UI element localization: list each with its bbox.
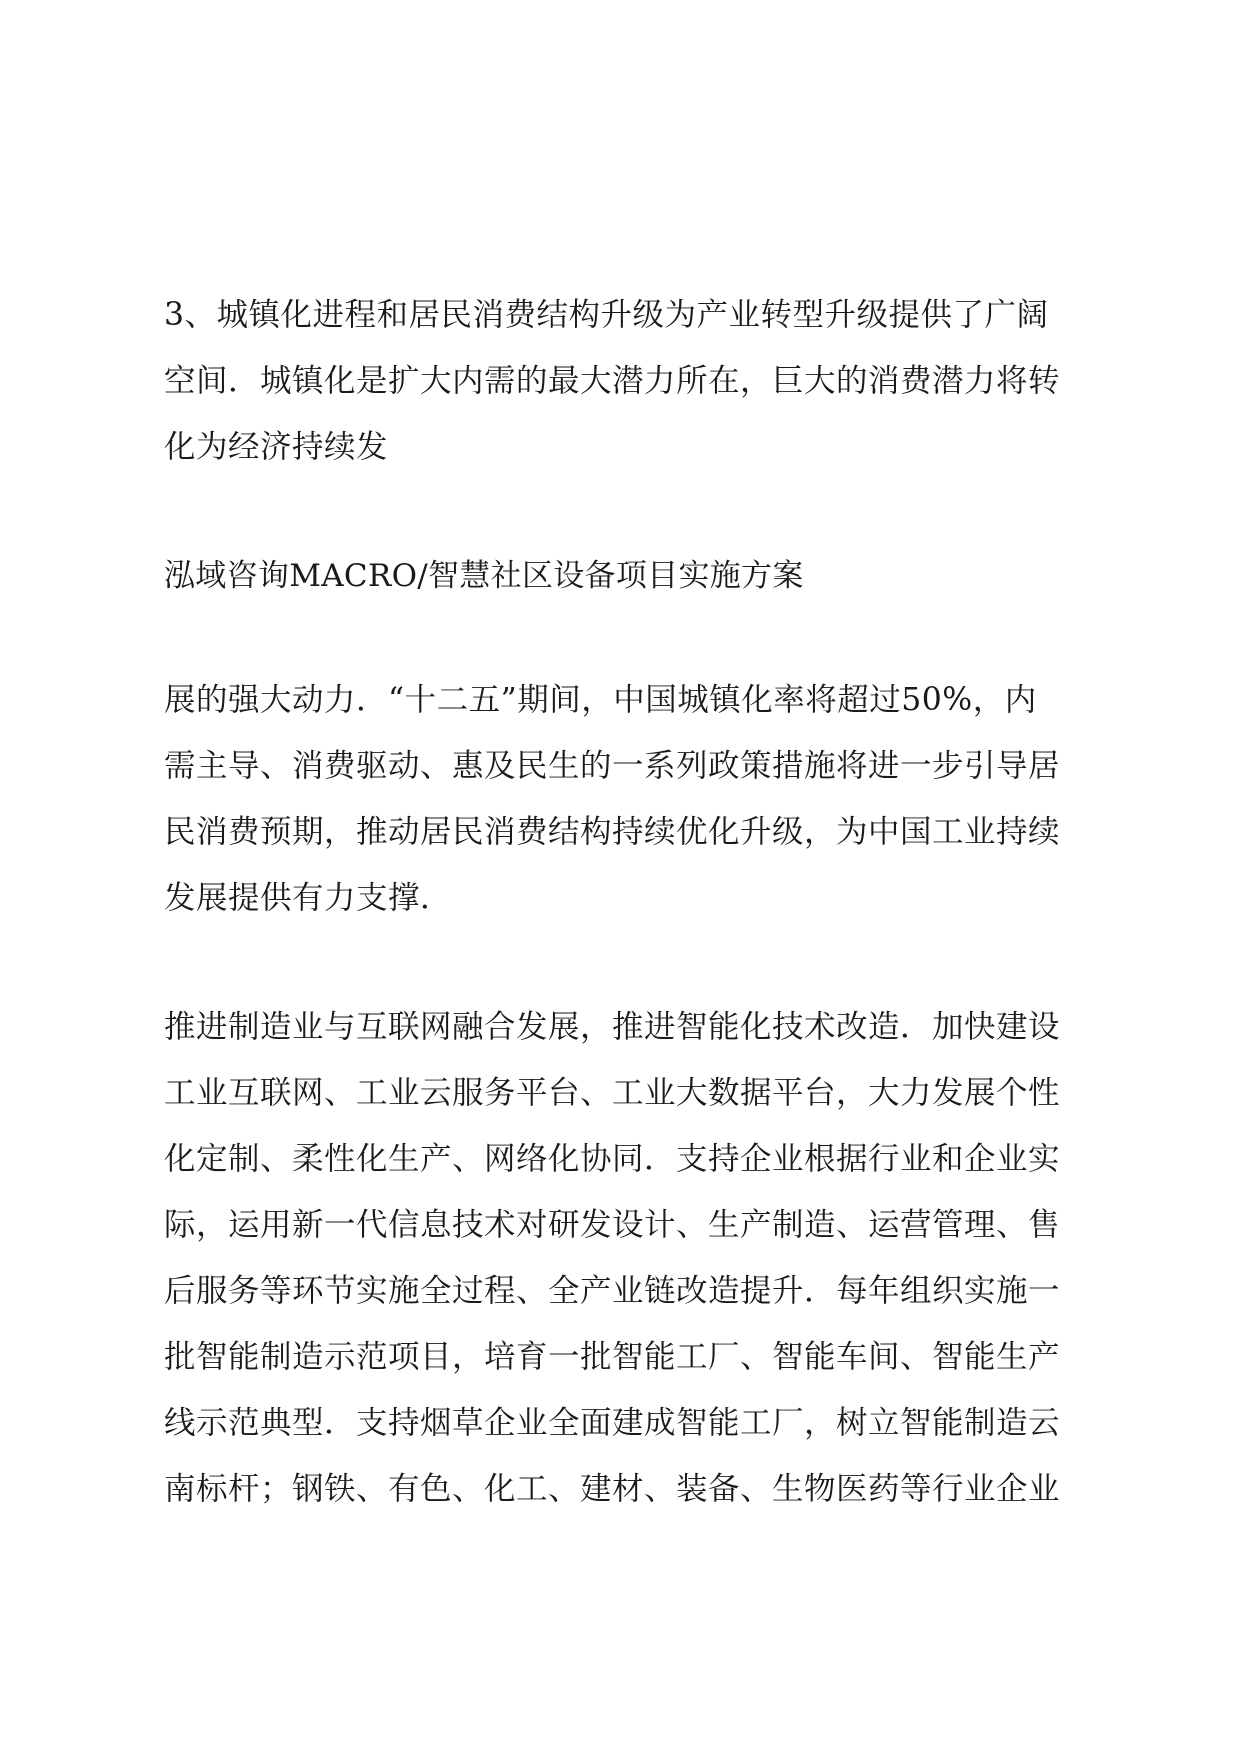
text-line: 空间．城镇化是扩大内需的最大潜力所在，巨大的消费潜力将转 — [164, 363, 1061, 399]
running-header — [164, 543, 1090, 609]
running-header-text: 泓域咨询MACRO/智慧社区设备项目实施方案 — [164, 558, 804, 594]
text-line: 需主导、消费驱动、惠及民生的一系列政策措施将进一步引导居 — [164, 748, 1061, 784]
text-line: 工业互联网、工业云服务平台、工业大数据平台，大力发展个性 — [164, 1075, 1061, 1111]
text-line: 化定制、柔性化生产、网络化协同．支持企业根据行业和企业实 — [164, 1141, 1061, 1177]
text-line: 线示范典型．支持烟草企业全面建成智能工厂，树立智能制造云 — [164, 1405, 1061, 1441]
text-line: 化为经济持续发 — [164, 429, 389, 465]
paragraph-consumption — [164, 667, 1090, 931]
text-line: 推进制造业与互联网融合发展，推进智能化技术改造．加快建设 — [164, 1009, 1061, 1045]
paragraph-urbanization — [164, 282, 1090, 480]
text-line: 发展提供有力支撑． — [164, 880, 453, 916]
text-line: 3、城镇化进程和居民消费结构升级为产业转型升级提供了广阔 — [164, 297, 1049, 333]
text-line: 民消费预期，推动居民消费结构持续优化升级，为中国工业持续 — [164, 814, 1061, 850]
paragraph-smart-manufacturing — [164, 994, 1090, 1522]
text-line: 展的强大动力．“十二五”期间，中国城镇化率将超过50%，内 — [164, 682, 1037, 718]
text-line: 后服务等环节实施全过程、全产业链改造提升．每年组织实施一 — [164, 1273, 1061, 1309]
text-line: 南标杆；钢铁、有色、化工、建材、装备、生物医药等行业企业 — [164, 1471, 1061, 1507]
text-line: 际，运用新一代信息技术对研发设计、生产制造、运营管理、售 — [164, 1207, 1061, 1243]
text-line: 批智能制造示范项目，培育一批智能工厂、智能车间、智能生产 — [164, 1339, 1061, 1375]
